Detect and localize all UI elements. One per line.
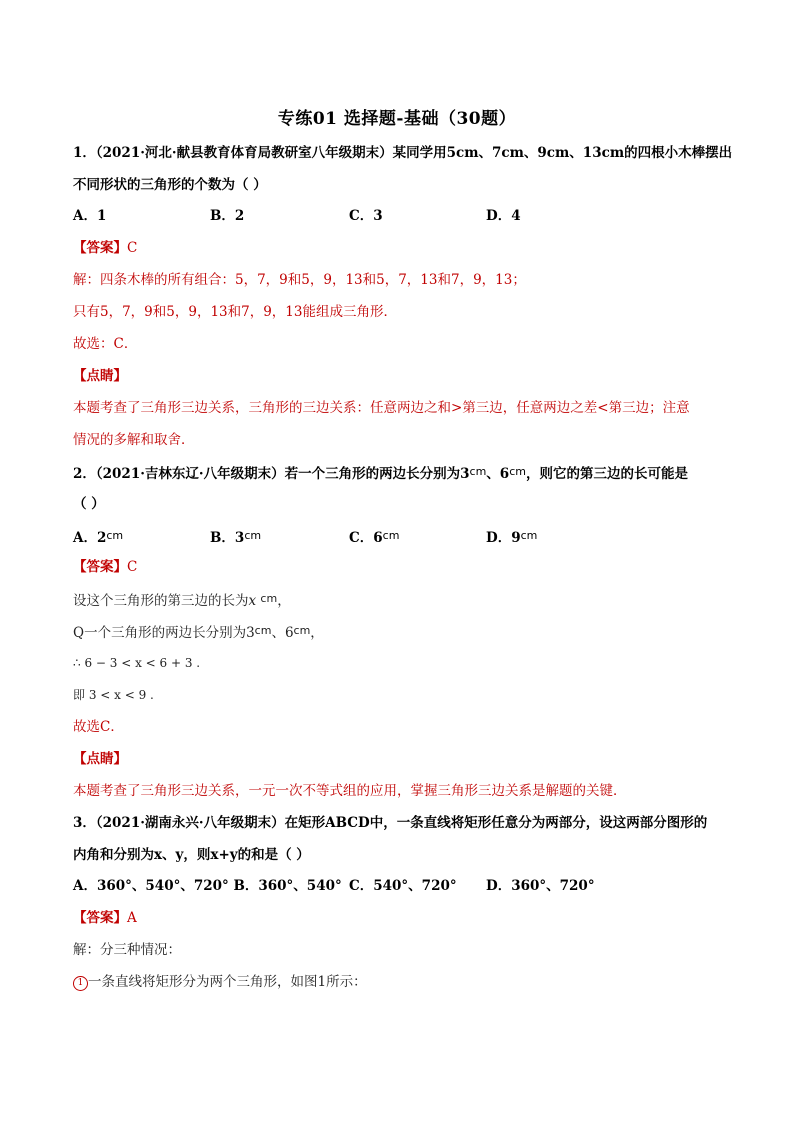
q2-solution-line2 <box>73 621 324 643</box>
q3-option-d: D．360°、720° <box>486 878 595 894</box>
sol-text: ， <box>310 625 324 641</box>
q2-comment-tag: 【点睛】 <box>73 751 127 767</box>
option-label: B．3 <box>210 530 245 546</box>
answer-tag: 【答案】 <box>73 559 127 575</box>
q2-stem-line1 <box>73 462 688 484</box>
unit-cm: cm <box>520 529 538 542</box>
q2-solution-line5: 故选C． <box>73 719 124 735</box>
unit-cm: cm <box>254 624 272 637</box>
var-x: x <box>248 593 257 609</box>
unit-cm: cm <box>382 529 400 542</box>
unit-cm: cm <box>244 529 262 542</box>
q2-stem-line2: （ ） <box>73 496 105 512</box>
q2-stem-part1: 2．（2021·吉林东辽·八年级期末）若一个三角形的两边长分别为3 <box>73 466 470 482</box>
answer-tag: 【答案】 <box>73 910 127 926</box>
sol-text: 3 <box>246 625 255 641</box>
option-label: A．2 <box>73 530 107 546</box>
q2-option-a <box>73 526 123 548</box>
q3-option-ab: A．360°、540°、720° B．360°、540° <box>73 878 342 894</box>
q2-comment-line1: 本题考查了三角形三边关系，一元一次不等式组的应用，掌握三角形三边关系是解题的关键． <box>73 783 627 799</box>
unit-cm: cm <box>469 465 487 478</box>
sol-text: ， <box>277 593 291 609</box>
answer-value: C <box>127 240 138 256</box>
q1-option-d: D．4 <box>486 208 521 224</box>
q1-option-a: A．1 <box>73 208 107 224</box>
q1-solution-line2: 只有5，7，9和5，9，13和7，9，13能组成三角形． <box>73 304 397 320</box>
q2-answer <box>73 557 137 577</box>
sol-text: 设这个三角形的第三边的长为 <box>73 593 249 609</box>
q3-stem-line1: 3．（2021·湖南永兴·八年级期末）在矩形ABCD中，一条直线将矩形任意分为两部分，设这两部分图形的 <box>73 815 708 831</box>
sol-text: 一条直线将矩形分为两个三角形，如图1所示： <box>88 974 367 990</box>
q2-stem-part3: ，则它的第三边的长可能是 <box>525 466 688 482</box>
q2-solution-line4: 即 3 < x < 9 . <box>73 688 154 702</box>
q3-option-c: C．540°、720° <box>349 878 457 894</box>
q1-stem-line1: 1．（2021·河北·献县教育体育局教研室八年级期末）某同学用5cm、7cm、9cm、13cm的四根小木棒摆出 <box>73 145 733 161</box>
q1-solution-line3: 故选：C． <box>73 336 138 352</box>
q1-comment-tag: 【点睛】 <box>73 368 127 384</box>
q1-answer <box>73 238 137 258</box>
q2-solution-line1 <box>73 589 291 611</box>
q2-option-b <box>210 526 261 548</box>
sol-text: 6 <box>284 625 294 641</box>
unit-cm: cm <box>106 529 124 542</box>
q2-option-c <box>349 526 399 548</box>
q1-option-c: C．3 <box>349 208 383 224</box>
sol-text: 、 <box>271 625 285 641</box>
sol-text: 一个三角形的两边长分别为 <box>84 625 247 641</box>
option-label: D．9 <box>486 530 521 546</box>
q1-solution-line1: 解：四条木棒的所有组合：5，7，9和5，9，13和5，7，13和7，9，13； <box>73 272 526 288</box>
page-title: 专练01 选择题-基础（30题） <box>277 109 517 129</box>
q3-solution-line1: 解：分三种情况： <box>73 942 181 958</box>
answer-tag: 【答案】 <box>73 240 127 256</box>
because-symbol: Q <box>73 625 85 641</box>
q3-solution-line2 <box>73 972 367 992</box>
q2-solution-line3: ∴ 6 − 3 < x < 6 + 3 . <box>73 656 201 670</box>
answer-value: C <box>127 559 138 575</box>
q1-comment-line1: 本题考查了三角形三边关系，三角形的三边关系：任意两边之和>第三边，任意两边之差<第三边；注意 <box>73 400 690 416</box>
q2-stem-part2: 、6 <box>486 466 510 482</box>
q1-option-b: B．2 <box>210 208 245 224</box>
q1-stem-line2: 不同形状的三角形的个数为（ ） <box>73 177 267 193</box>
unit-cm: cm <box>509 465 526 478</box>
option-label: C．6 <box>349 530 383 546</box>
q2-option-d <box>486 526 537 548</box>
unit-cm: cm <box>260 592 278 605</box>
answer-value: A <box>127 910 137 926</box>
unit-cm: cm <box>293 624 311 637</box>
q3-stem-line2: 内角和分别为x、y，则x+y的和是（ ） <box>73 847 310 863</box>
q1-comment-line2: 情况的多解和取舍． <box>73 432 195 448</box>
q3-answer <box>73 908 137 928</box>
circled-number: 1 <box>73 976 88 991</box>
